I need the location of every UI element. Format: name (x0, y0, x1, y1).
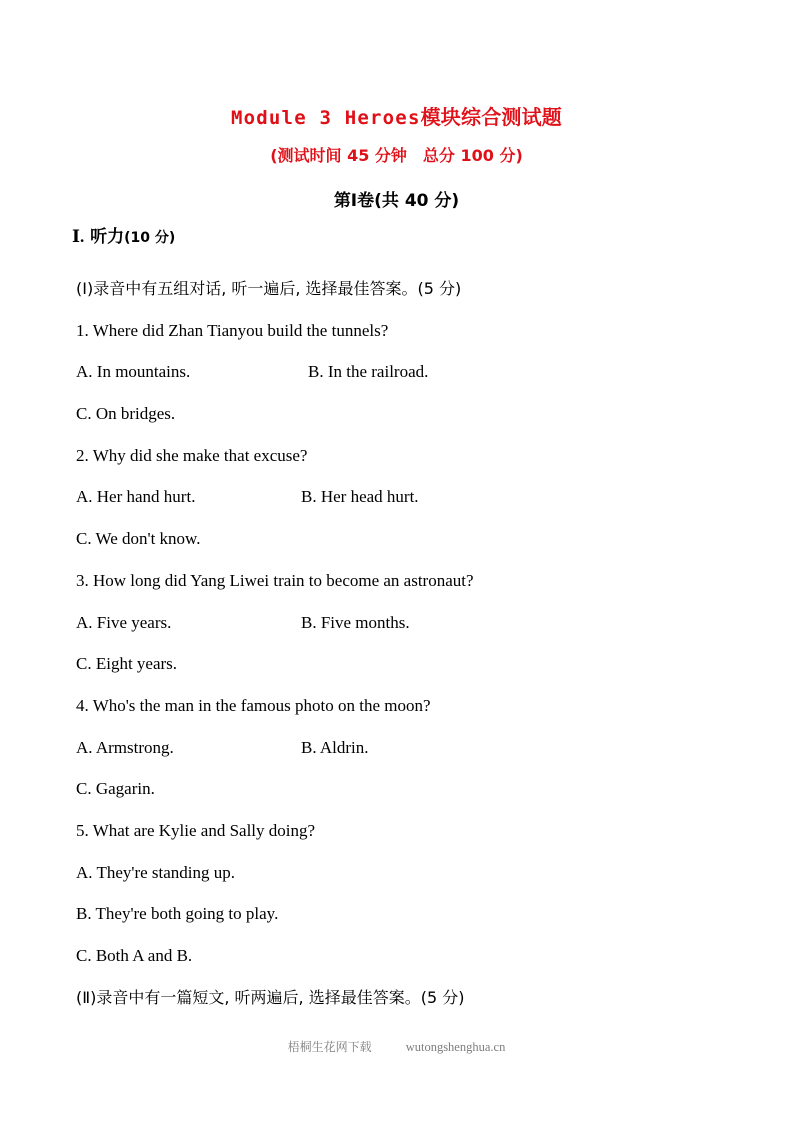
document-title-english: Module 3 Heroes (231, 107, 421, 129)
option-a[interactable]: A. In mountains. (76, 362, 191, 382)
question-stem: 3. How long did Yang Liwei train to become an astronaut? (76, 570, 474, 590)
option-c[interactable]: C. On bridges. (76, 404, 176, 424)
question-stem: 4. Who's the man in the famous photo on the moon? (76, 695, 431, 715)
document-title-chinese: 模块综合测试题 (420, 105, 562, 129)
paper-heading: 第Ⅰ卷(共 40 分) (333, 191, 460, 211)
footer-watermark (0, 1038, 793, 1055)
part-two-instruction: (Ⅱ)录音中有一篇短文, 听两遍后, 选择最佳答案。(5 分) (76, 987, 465, 1007)
option-a[interactable]: A. They're standing up. (76, 862, 236, 882)
option-b[interactable]: B. In the railroad. (308, 362, 429, 382)
section-number: Ⅰ (72, 227, 80, 246)
section-heading-listening (72, 222, 175, 247)
document-body (76, 268, 736, 1018)
document-title (0, 101, 793, 130)
question-stem: 2. Why did she make that excuse? (76, 445, 308, 465)
option-b[interactable]: B. Aldrin. (301, 737, 369, 757)
option-row (76, 351, 736, 393)
option-c[interactable]: C. Gagarin. (76, 779, 155, 799)
document-subtitle: (测试时间 45 分钟 总分 100 分) (270, 146, 523, 165)
question-stem: 1. Where did Zhan Tianyou build the tunnels? (76, 320, 389, 340)
option-c[interactable]: C. We don't know. (76, 529, 201, 549)
option-row (76, 602, 736, 644)
section-separator: . (79, 227, 85, 246)
option-a[interactable]: A. Five years. (76, 612, 172, 632)
option-row (76, 727, 736, 769)
section-name: 听力 (90, 227, 125, 247)
option-row (76, 476, 736, 518)
watermark-site-name: 梧桐生花网下载 (287, 1040, 372, 1054)
question-stem: 5. What are Kylie and Sally doing? (76, 820, 316, 840)
option-c[interactable]: C. Both A and B. (76, 946, 193, 965)
option-b[interactable]: B. Her head hurt. (301, 487, 419, 507)
option-a[interactable]: A. Her hand hurt. (76, 487, 196, 507)
section-score: (10 分) (124, 230, 176, 246)
option-c[interactable]: C. Eight years. (76, 654, 178, 674)
part-one-instruction: (Ⅰ)录音中有五组对话, 听一遍后, 选择最佳答案。(5 分) (76, 279, 462, 298)
option-a[interactable]: A. Armstrong. (76, 737, 174, 757)
option-b[interactable]: B. They're both going to play. (76, 904, 279, 924)
option-b[interactable]: B. Five months. (301, 612, 410, 632)
watermark-site-url: wutongshenghua.cn (405, 1040, 506, 1054)
